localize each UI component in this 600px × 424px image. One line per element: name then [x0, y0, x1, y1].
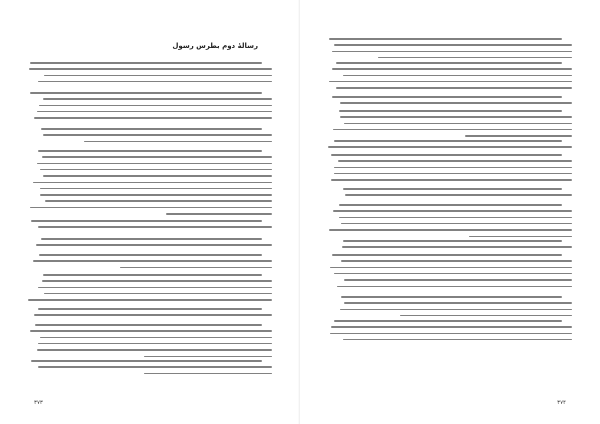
text-line — [400, 315, 572, 317]
text-line — [341, 260, 572, 262]
text-line — [332, 51, 572, 53]
text-line — [34, 314, 272, 316]
text-line — [45, 200, 272, 202]
text-line — [37, 349, 272, 351]
text-line — [344, 302, 572, 304]
text-line — [43, 274, 262, 276]
text-line — [40, 337, 272, 339]
text-line — [39, 105, 272, 107]
page-title: رسالهٔ دوم بطرس رسول — [172, 42, 258, 50]
text-line — [340, 102, 572, 104]
text-line — [38, 308, 262, 310]
text-line — [331, 179, 572, 181]
text-line — [469, 236, 572, 238]
text-line — [39, 254, 263, 256]
text-line — [336, 62, 562, 64]
text-line — [330, 267, 572, 269]
text-line — [144, 373, 272, 375]
text-line — [34, 117, 272, 119]
left-text-body — [28, 0, 272, 424]
text-line — [84, 141, 272, 143]
text-line — [339, 110, 562, 112]
text-line — [331, 326, 572, 328]
text-line — [37, 111, 272, 113]
text-line — [42, 156, 272, 158]
text-line — [334, 273, 572, 275]
text-line — [343, 339, 572, 341]
text-line — [38, 287, 272, 289]
text-line — [33, 182, 272, 184]
text-line — [345, 194, 572, 196]
left-page-number: ۳۷۳ — [34, 400, 43, 406]
text-line — [120, 267, 272, 269]
text-line — [339, 217, 572, 219]
text-line — [38, 366, 272, 368]
right-page-number: ۳۷۴ — [557, 400, 566, 406]
text-line — [144, 356, 272, 358]
text-line — [43, 134, 272, 136]
text-line — [43, 98, 272, 100]
text-line — [31, 220, 263, 222]
text-line — [41, 128, 263, 130]
text-line — [30, 92, 263, 94]
text-line — [166, 213, 272, 215]
text-line — [334, 167, 572, 169]
text-line — [38, 226, 272, 228]
text-line — [38, 150, 262, 152]
text-line — [333, 210, 572, 212]
text-line — [30, 207, 272, 209]
text-line — [329, 81, 572, 83]
text-line — [343, 75, 572, 77]
text-line — [343, 240, 562, 242]
text-line — [340, 116, 572, 118]
text-line — [341, 223, 572, 225]
text-line — [44, 75, 272, 77]
text-line — [43, 175, 272, 177]
text-line — [40, 188, 272, 190]
text-line — [29, 68, 272, 70]
text-line — [31, 360, 262, 362]
text-line — [340, 309, 572, 311]
text-line — [331, 154, 562, 156]
text-line — [332, 254, 563, 256]
text-line — [38, 81, 272, 83]
text-line — [465, 135, 572, 137]
text-line — [40, 169, 272, 171]
text-line — [328, 146, 572, 148]
text-line — [339, 204, 562, 206]
right-text-body — [328, 0, 572, 424]
text-line — [41, 238, 262, 240]
text-line — [332, 68, 572, 70]
text-line — [344, 123, 572, 125]
text-line — [343, 188, 562, 190]
text-line — [378, 57, 572, 59]
text-line — [334, 173, 572, 175]
text-line — [42, 280, 272, 282]
text-line — [329, 229, 572, 231]
text-line — [337, 286, 572, 288]
text-line — [36, 244, 272, 246]
text-line — [38, 343, 272, 345]
text-line — [329, 38, 562, 40]
text-line — [334, 44, 572, 46]
text-line — [33, 260, 272, 262]
text-line — [338, 160, 572, 162]
text-line — [28, 299, 272, 301]
text-line — [344, 279, 572, 281]
text-line — [330, 333, 572, 335]
text-line — [30, 330, 272, 332]
text-line — [334, 320, 562, 322]
text-line — [37, 163, 272, 165]
text-line — [35, 324, 263, 326]
text-line — [341, 296, 562, 298]
right-page — [300, 0, 600, 424]
text-line — [44, 293, 272, 295]
text-line — [40, 194, 272, 196]
text-line — [342, 246, 572, 248]
text-line — [334, 140, 562, 142]
text-line — [30, 62, 262, 64]
text-line — [332, 96, 562, 98]
text-line — [333, 129, 572, 131]
text-line — [336, 87, 572, 89]
